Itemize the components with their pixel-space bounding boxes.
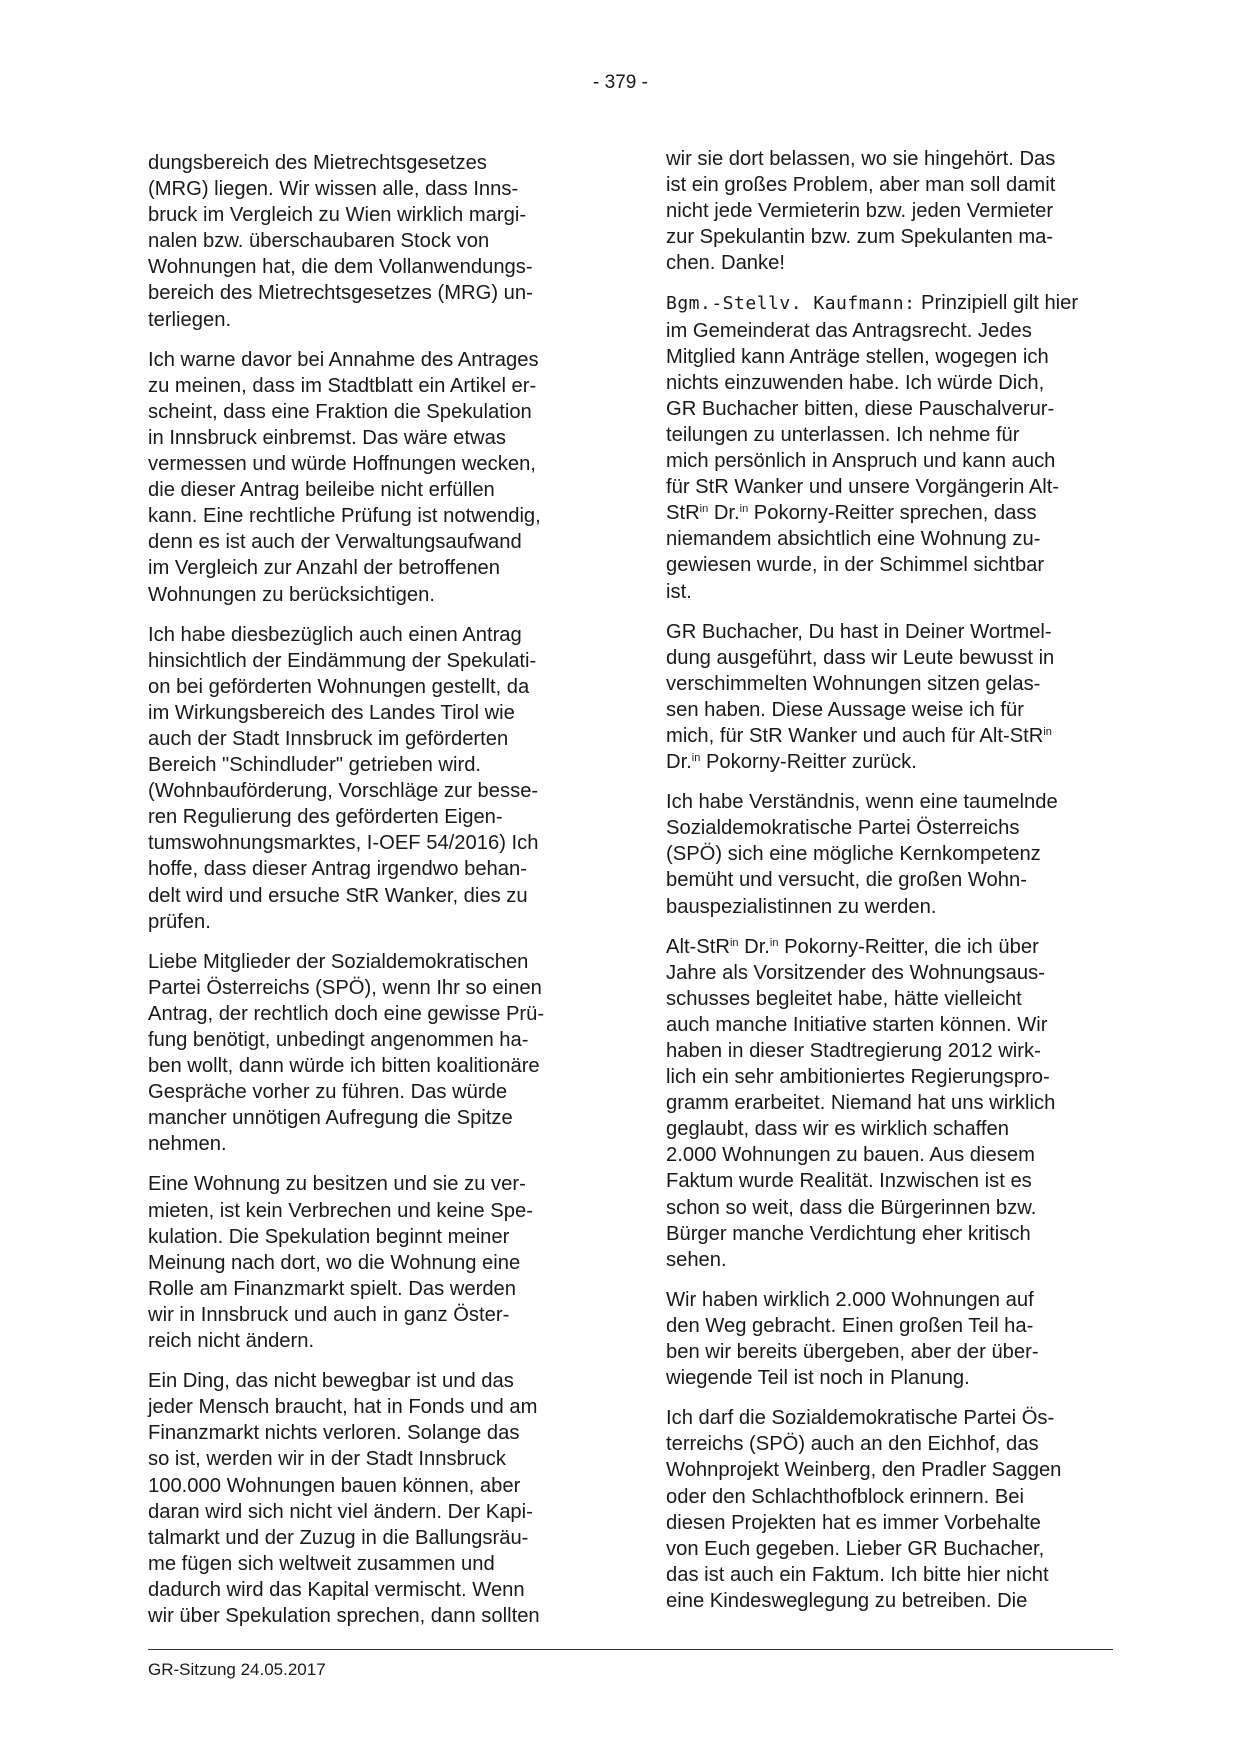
right-column [666, 146, 1114, 1628]
superscript: in [1043, 725, 1052, 738]
paragraph: Ein Ding, das nicht bewegbar ist und das jeder Mensch braucht, hat in Fonds und am Finanzmarkt nichts verloren. Solange das so ist, werden wir in der Stadt Innsbruck 100.000 Wohnungen bauen können, aber daran wird sich nicht viel ändern. Der Kapi- talmarkt und der Zuzug in die Ballungsräu- me fügen sich weltweit zusammen und dadurch wird das Kapital vermischt. Wenn wir über Spekulation sprechen, dann sollten [148, 1370, 540, 1627]
paragraph: Ich warne davor bei Annahme des Antrages zu meinen, dass im Stadtblatt ein Artikel er- scheint, dass eine Fraktion die Spekulation in Innsbruck einbremst. Das wäre etwas vermessen und würde Hoffnungen wecken, die dieser Antrag beileibe nicht erfüllen kann. Eine rechtliche Prüfung ist notwendig, denn es ist auch der Verwaltungsaufwand im Vergleich zur Anzahl der betroffenen Wohnungen zu berücksichtigen. [148, 348, 541, 606]
text-run: Dr. [666, 751, 692, 774]
paragraph: Ich habe Verständnis, wenn eine taumelnde Sozialdemokratische Partei Österreichs (SPÖ) sich eine mögliche Kernkompetenz bemüht und versucht, die großen Wohn- bauspezialistinnen zu werden. [666, 791, 1058, 918]
speaker-name: Bgm.-Stellv. Kaufmann: [666, 293, 916, 315]
text-run: GR Buchacher, Du hast in Deiner Wortmel- dung ausgeführt, dass wir Leute bewusst in verschimmelten Wohnungen sitzen gelas- sen haben. Diese Aussage weise ich für mich, für StR Wanker und auch für Alt-StR [666, 620, 1055, 747]
text-run: Prinzipiell gilt hier im Gemeinderat das Antragsrecht. Jedes Mitglied kann Anträge stellen, wogegen ich nichts einzuwenden habe. Ich würde Dich, GR Buchacher bitten, diese Pauschalverur- teilungen zu unterlassen. Ich nehme für mich persönlich in Anspruch und kann auch für StR Wanker und unsere Vorgängerin Alt- StR [666, 292, 1079, 525]
paragraph: Liebe Mitglieder der Sozialdemokratischen Partei Österreichs (SPÖ), wenn Ihr so einen Antrag, der rechtlich doch eine gewisse Prü- fung benötigt, unbedingt angenommen ha- ben wollt, dann würde ich bitten koalitionäre Gespräche vorher zu führen. Das würde mancher unnötigen Aufregung die Spitze nehmen. [148, 950, 545, 1156]
superscript: in [699, 503, 709, 516]
text-run: Pokorny-Reitter sprechen, dass niemandem absichtlich eine Wohnung zu- gewiesen wurde, in der Schimmel sichtbar ist. [666, 502, 1045, 603]
page-number: - 379 - [593, 72, 648, 93]
paragraph [666, 619, 1114, 776]
text-run: Alt-StR [666, 935, 730, 958]
paragraph-speaker-statement [666, 290, 1114, 604]
left-column [148, 150, 596, 1643]
text-run: Dr. [708, 502, 740, 525]
superscript: in [739, 503, 749, 516]
text-run: Dr. [738, 935, 770, 958]
paragraph: Eine Wohnung zu besitzen und sie zu ver- mieten, ist kein Verbrechen und keine Spe- kulation. Die Spekulation beginnt meiner Meinung nach dort, wo die Wohnung eine Rolle am Finanzmarkt spielt. Das werden wir in Innsbruck und auch in ganz Öster- reich nicht ändern. [148, 1173, 533, 1353]
paragraph: wir sie dort belassen, wo sie hingehört. Das ist ein großes Problem, aber man soll damit nicht jede Vermieterin bzw. jeden Vermieter zur Spekulantin bzw. zum Spekulanten ma- chen. Danke! [666, 148, 1056, 275]
paragraph: dungsbereich des Mietrechtsgesetzes (MRG) liegen. Wir wissen alle, dass Inns- bruck im Vergleich zu Wien wirklich margi- nalen bzw. überschaubaren Stock von Wohnungen hat, die dem Vollanwendungs- bereich des Mietrechtsgesetzes (MRG) un- terliegen. [148, 152, 533, 331]
superscript: in [729, 936, 739, 949]
superscript: in [691, 752, 701, 765]
text-run: Pokorny-Reitter zurück. [700, 751, 917, 774]
footer-session-date: GR-Sitzung 24.05.2017 [148, 1660, 326, 1679]
paragraph [666, 934, 1114, 1273]
paragraph: Wir haben wirklich 2.000 Wohnungen auf den Weg gebracht. Einen großen Teil ha- ben wir bereits übergeben, aber der über- wiegende Teil ist noch in Planung. [666, 1288, 1039, 1390]
paragraph: Ich darf die Sozialdemokratische Partei Ös- terreichs (SPÖ) auch an den Eichhof, das Wohnprojekt Weinberg, den Pradler Saggen oder den Schlachthofblock erinnern. Bei diesen Projekten hat es immer Vorbehalte von Euch gegeben. Lieber GR Buchacher, das ist auch ein Faktum. Ich bitte hier nicht eine Kindesweglegung zu betreiben. Die [666, 1407, 1062, 1612]
footer-divider [148, 1649, 1113, 1650]
text-run: Pokorny-Reitter, die ich über Jahre als Vorsitzender des Wohnungsaus- schusses begleitet habe, hätte vielleicht auch manche Initiative starten können. Wir haben in dieser Stadtregierung 2012 wirk- lich ein sehr ambitioniertes Regierungspro- gramm erarbeitet. Niemand hat uns wirklich geglaubt, dass wir es wirklich schaffen 2.000 Wohnungen zu bauen. Aus diesem Faktum wurde Realität. Inzwischen ist es schon so weit, dass die Bürgerinnen bzw. Bürger manche Verdichtung eher kritisch sehen. [666, 935, 1056, 1271]
superscript: in [769, 936, 779, 949]
paragraph: Ich habe diesbezüglich auch einen Antrag hinsichtlich der Eindämmung der Spekulati- on bei geförderten Wohnungen gestellt, da im Wirkungsbereich des Landes Tirol wie auch der Stadt Innsbruck im geförderten Bereich "Schindluder" getrieben wird. (Wohnbauförderung, Vorschläge zur besse- ren Regulierung des geförderten Eigen- tumswohnungsmarktes, I-OEF 54/2016) Ich hoffe, dass dieser Antrag irgendwo behan- delt wird und ersuche StR Wanker, dies zu prüfen. [148, 623, 539, 933]
